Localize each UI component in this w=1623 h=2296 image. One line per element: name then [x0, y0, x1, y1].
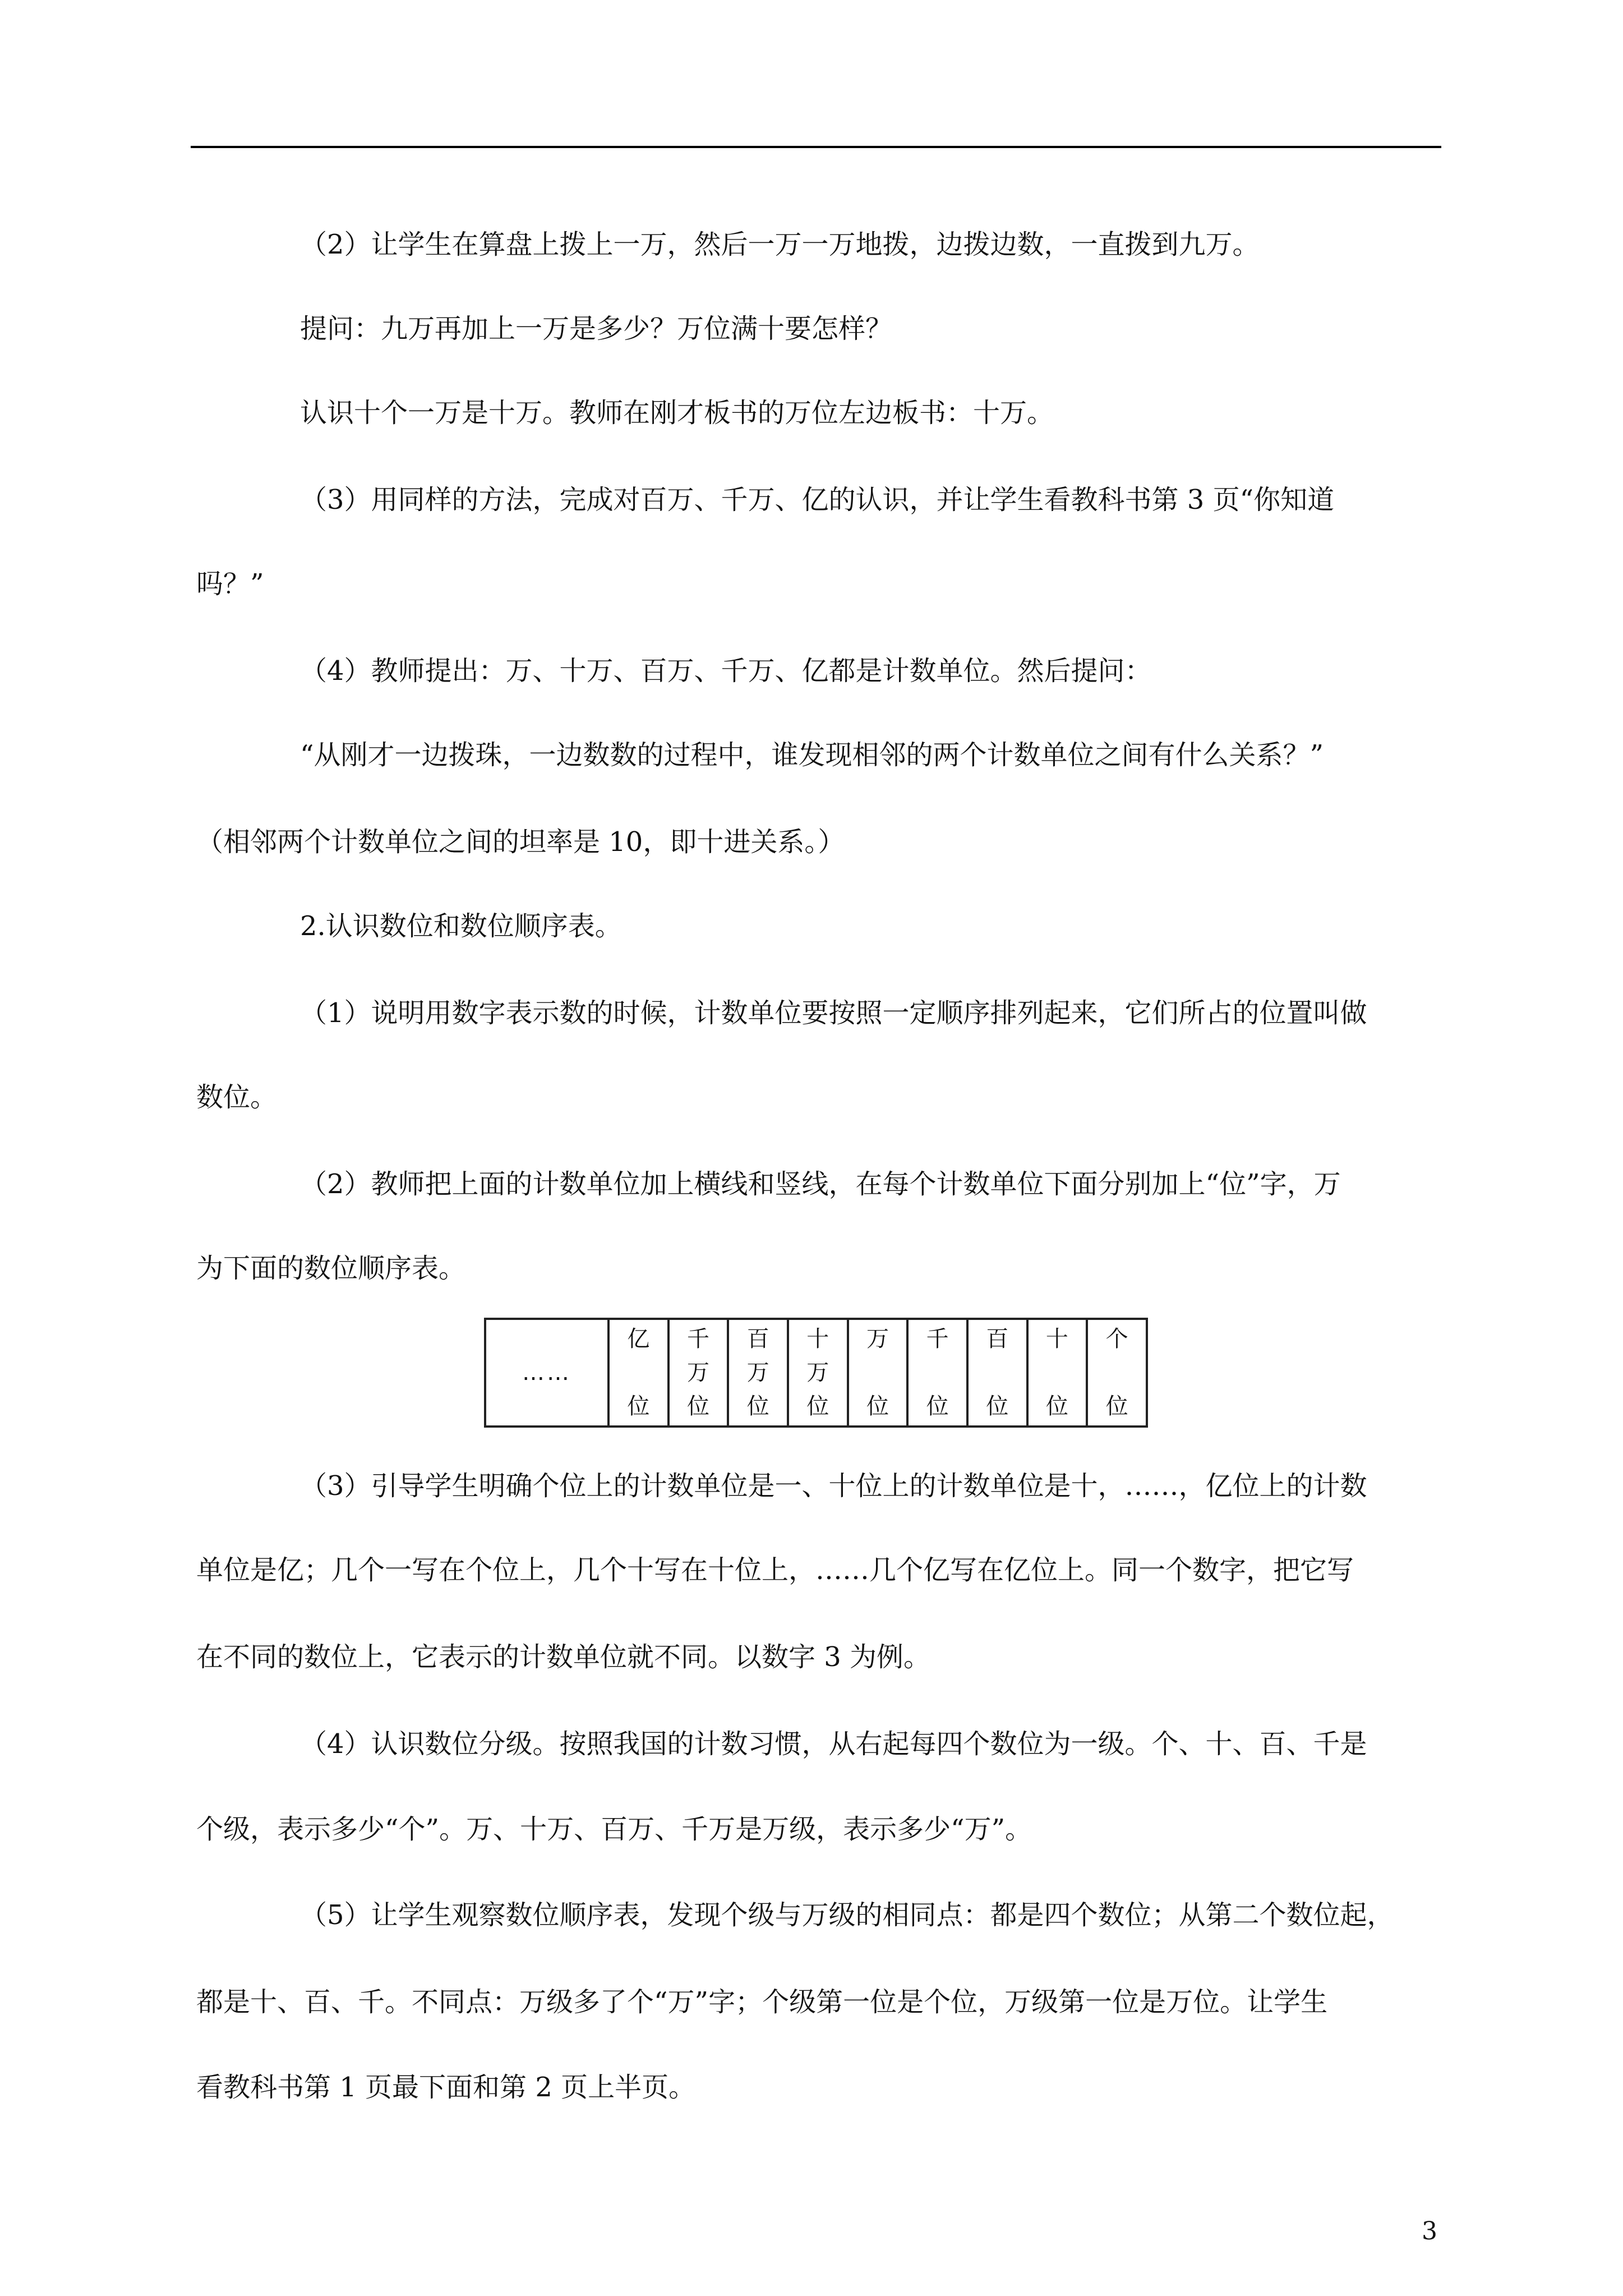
table-cell-qianwan: 千 万 位	[668, 1319, 728, 1427]
paragraph-continuation: 吗？”	[196, 568, 264, 600]
paragraph-continuation: 为下面的数位顺序表。	[196, 1253, 466, 1284]
table-cell-yi: 亿 位	[608, 1319, 668, 1427]
section-heading: 2.认识数位和数位顺序表。	[300, 910, 622, 942]
paragraph: （4）教师提出：万、十万、百万、千万、亿都是计数单位。然后提问：	[300, 655, 1152, 687]
table-cell-baiwan: 百 万 位	[728, 1319, 788, 1427]
paragraph-continuation: 看教科书第 1 页最下面和第 2 页上半页。	[196, 2072, 696, 2103]
table-row	[485, 1319, 1147, 1427]
paragraph: （2）让学生在算盘上拨上一万，然后一万一万地拨，边拨边数，一直拨到九万。	[300, 229, 1260, 260]
paragraph-continuation: 在不同的数位上，它表示的计数单位就不同。以数字 3 为例。	[196, 1641, 931, 1673]
table-ellipsis-cell: ……	[485, 1319, 608, 1427]
paragraph: （1）说明用数字表示数的时候，计数单位要按照一定顺序排列起来，它们所占的位置叫做	[300, 997, 1367, 1029]
paragraph: 提问：九万再加上一万是多少？万位满十要怎样？	[300, 313, 893, 344]
place-value-table-grid	[484, 1318, 1148, 1428]
place-value-table	[484, 1318, 1148, 1428]
paragraph: （4）认识数位分级。按照我国的计数习惯，从右起每四个数位为一级。个、十、百、千是	[300, 1728, 1367, 1760]
quote-paragraph: “从刚才一边拨珠，一边数数的过程中，谁发现相邻的两个计数单位之间有什么关系？”	[300, 739, 1324, 771]
paragraph: （3）用同样的方法，完成对百万、千万、亿的认识，并让学生看教科书第 3 页“你知道	[300, 484, 1335, 516]
paragraph-continuation: 数位。	[196, 1082, 278, 1113]
header-rule	[191, 146, 1441, 148]
paragraph-continuation: 单位是亿；几个一写在个位上，几个十写在十位上，……几个亿写在亿位上。同一个数字，把它写	[196, 1554, 1354, 1586]
table-cell-ge: 个 位	[1087, 1319, 1147, 1427]
page-number: 3	[1422, 2217, 1437, 2246]
table-cell-bai: 百 位	[967, 1319, 1027, 1427]
paragraph: 认识十个一万是十万。教师在刚才板书的万位左边板书：十万。	[300, 397, 1054, 429]
table-cell-wan: 万 位	[848, 1319, 908, 1427]
table-cell-qian: 千 位	[907, 1319, 967, 1427]
paragraph: （3）引导学生明确个位上的计数单位是一、十位上的计数单位是十，……，亿位上的计数	[300, 1470, 1367, 1502]
paragraph: （5）让学生观察数位顺序表，发现个级与万级的相同点：都是四个数位；从第二个数位起，	[300, 1899, 1394, 1931]
table-cell-shi: 十 位	[1027, 1319, 1087, 1427]
paragraph-continuation: 个级，表示多少“个”。万、十万、百万、千万是万级，表示多少“万”。	[196, 1814, 1032, 1845]
note-paragraph: （相邻两个计数单位之间的坦率是 10，即十进关系。）	[196, 826, 845, 858]
paragraph-continuation: 都是十、百、千。不同点：万级多了个“万”字；个级第一位是个位，万级第一位是万位。让学生	[196, 1986, 1328, 2018]
table-cell-shiwan: 十 万 位	[788, 1319, 848, 1427]
paragraph: （2）教师把上面的计数单位加上横线和竖线，在每个计数单位下面分别加上“位”字，万	[300, 1168, 1341, 1200]
